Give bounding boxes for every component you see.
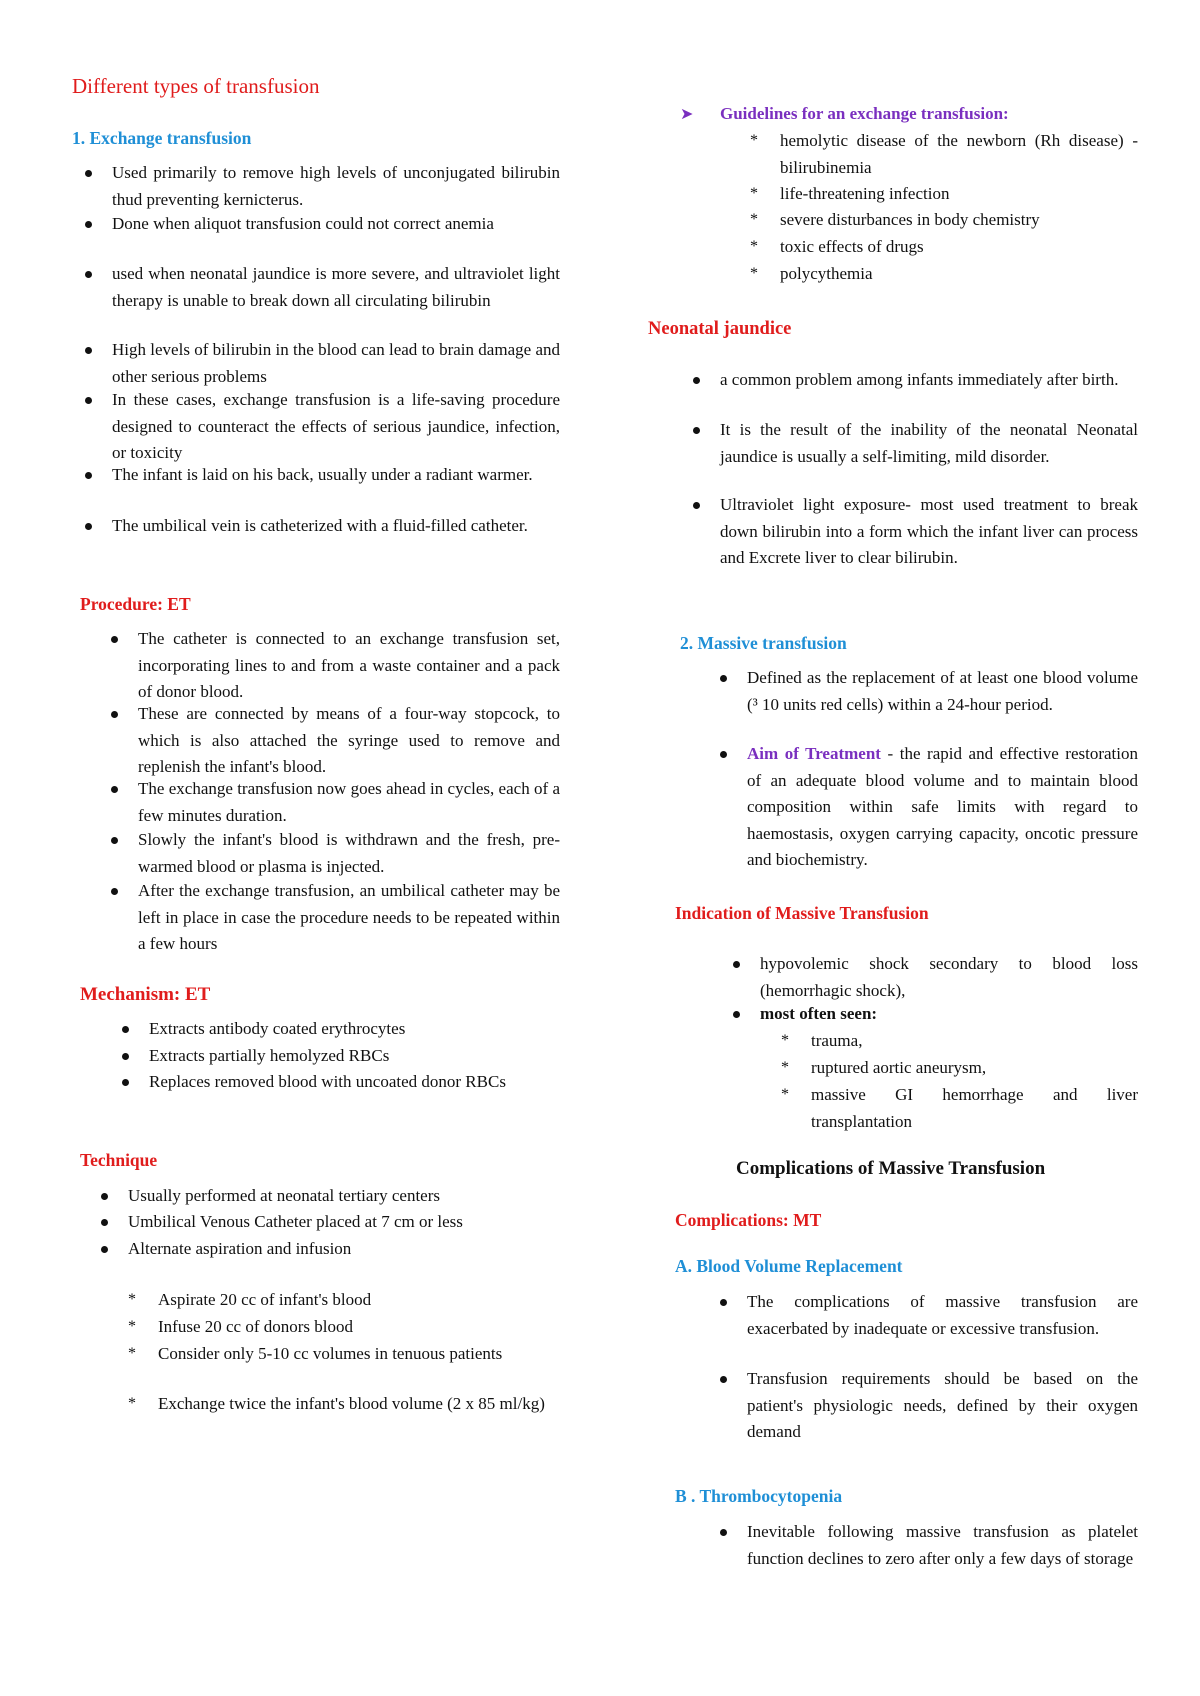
technique-heading: Technique [80,1150,158,1170]
complications-title: Complications of Massive Transfusion [736,1158,1046,1179]
neonatal-jaundice-heading: Neonatal jaundice [648,319,792,339]
arrow-bullet-icon: ➤ [680,106,694,123]
list-item: Transfusion requirements should be based on the patient's physiologic needs, defined by their oxygen demand [747,1366,1138,1446]
list-item: These are connected by means of a four-way stopcock, to which is also attached the syringe used to remove and replenish the infant's blood. [138,701,560,781]
list-item: Extracts antibody coated erythrocytes [149,1016,560,1043]
page-title: Different types of transfusion [72,74,320,98]
indication-heading: Indication of Massive Transfusion [675,903,929,923]
list-subitem: * ruptured aortic aneurysm, [811,1055,1138,1082]
aim-of-treatment-text: - the rapid and effective restoration of an adequate blood volume and to maintain blood composition within safe limits with regard to haemostasis, oxygen carrying capacity, oncotic pressure and biochemistry. [747,744,1139,869]
list-item: After the exchange transfusion, an umbilical catheter may be left in place in case the procedure needs to be repeated within a few hours [138,878,560,958]
list-item: hypovolemic shock secondary to blood loss (hemorrhagic shock), [760,951,1138,1004]
list-item: The infant is laid on his back, usually under a radiant warmer. [112,462,560,489]
mechanism-heading: Mechanism: ET [80,984,211,1005]
list-subitem: * polycythemia [780,261,1138,288]
list-subitem: * Exchange twice the infant's blood volume (2 x 85 ml/kg) [158,1391,560,1418]
guidelines-heading: Guidelines for an exchange transfusion: [720,104,1009,123]
list-item: Done when aliquot transfusion could not correct anemia [112,211,560,238]
thrombocytopenia-heading: B . Thrombocytopenia [675,1486,843,1506]
list-item: Used primarily to remove high levels of unconjugated bilirubin thud preventing kernicterus. [112,160,560,213]
massive-transfusion-heading: 2. Massive transfusion [680,633,847,653]
list-item: used when neonatal jaundice is more severe, and ultraviolet light therapy is unable to break down all circulating bilirubin [112,261,560,314]
list-subitem: * hemolytic disease of the newborn (Rh disease) -bilirubinemia [780,128,1138,181]
list-item: The complications of massive transfusion are exacerbated by inadequate or excessive transfusion. [747,1289,1138,1342]
list-item: Extracts partially hemolyzed RBCs [149,1043,560,1070]
list-item: The catheter is connected to an exchange transfusion set, incorporating lines to and from a waste container and a pack of donor blood. [138,626,560,706]
aim-of-treatment-label: Aim of Treatment [747,744,881,763]
list-subitem: * Infuse 20 cc of donors blood [158,1314,560,1341]
list-subitem: * Aspirate 20 cc of infant's blood [158,1287,560,1314]
list-item: Inevitable following massive transfusion as platelet function declines to zero after only a few days of storage [747,1519,1138,1572]
list-item [747,741,1138,874]
list-item: In these cases, exchange transfusion is a life-saving procedure designed to counteract the effects of serious jaundice, infection, or toxicity [112,387,560,467]
list-item: Ultraviolet light exposure- most used treatment to break down bilirubin into a form which the infant liver can process and Excrete liver to clear bilirubin. [720,492,1138,572]
list-item: Replaces removed blood with uncoated donor RBCs [149,1069,560,1096]
list-item: Slowly the infant's blood is withdrawn and the fresh, pre-warmed blood or plasma is injected. [138,827,560,880]
list-subitem: * massive GI hemorrhage and liver transplantation [811,1082,1138,1135]
list-item: The umbilical vein is catheterized with a fluid-filled catheter. [112,513,560,540]
list-item: High levels of bilirubin in the blood can lead to brain damage and other serious problems [112,337,560,390]
list-item: Umbilical Venous Catheter placed at 7 cm or less [128,1209,560,1236]
list-item: It is the result of the inability of the neonatal Neonatal jaundice is usually a self-limiting, mild disorder. [720,417,1138,470]
list-subitem: * trauma, [811,1028,1138,1055]
list-item: Alternate aspiration and infusion [128,1236,560,1263]
blood-volume-heading: A. Blood Volume Replacement [675,1256,903,1276]
complications-heading: Complications: MT [675,1210,822,1230]
list-subitem: * life-threatening infection [780,181,1138,208]
list-item: a common problem among infants immediately after birth. [720,367,1138,394]
list-item: most often seen: [760,1001,1138,1028]
exchange-transfusion-heading: 1. Exchange transfusion [72,128,252,148]
list-subitem: * Consider only 5-10 cc volumes in tenuous patients [158,1341,560,1368]
list-subitem: * toxic effects of drugs [780,234,1138,261]
list-item: Defined as the replacement of at least one blood volume (³ 10 units red cells) within a 24-hour period. [747,665,1138,718]
list-subitem: * severe disturbances in body chemistry [780,207,1138,234]
procedure-heading: Procedure: ET [80,594,191,614]
list-item: The exchange transfusion now goes ahead in cycles, each of a few minutes duration. [138,776,560,829]
list-item: Usually performed at neonatal tertiary centers [128,1183,560,1210]
